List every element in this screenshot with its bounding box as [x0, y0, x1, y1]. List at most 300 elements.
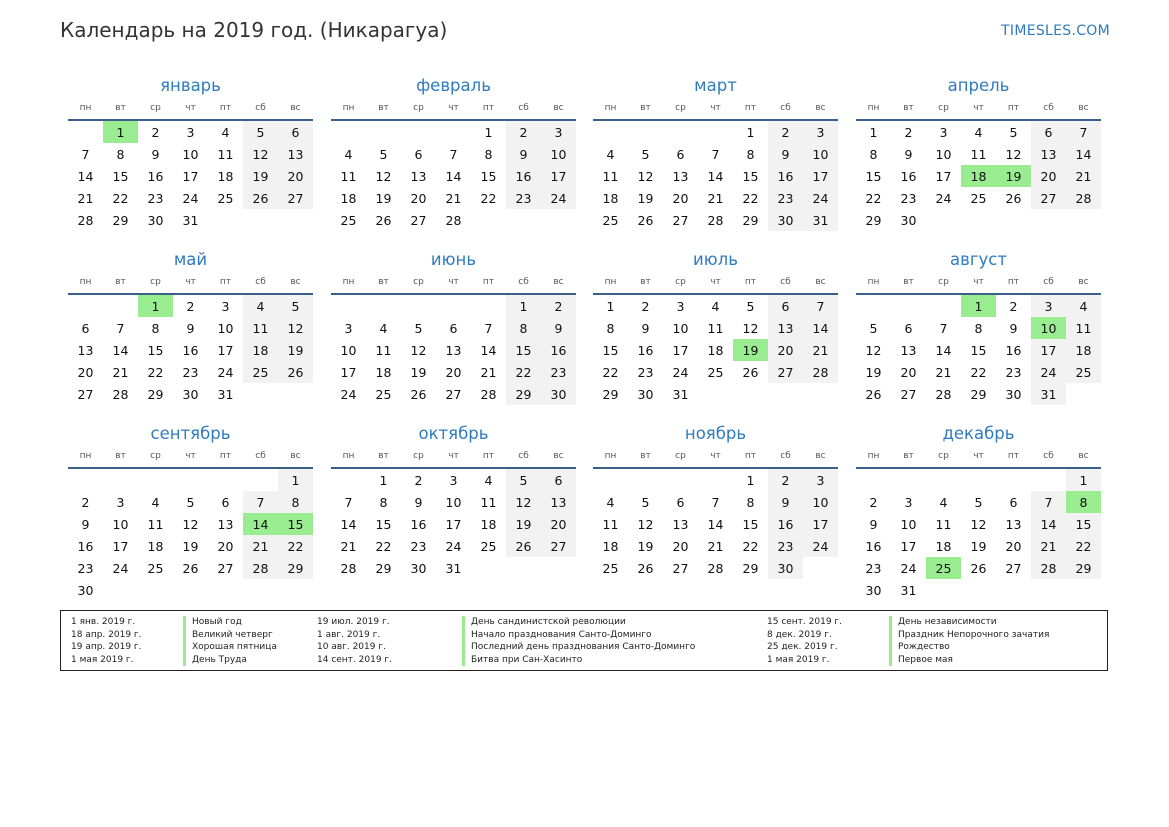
- weekday-header: [68, 448, 313, 469]
- weekday-label: пт: [1007, 103, 1020, 113]
- day-cell: 2: [768, 469, 803, 491]
- day-cell: 19: [375, 190, 392, 206]
- day-cell: 7: [1031, 491, 1066, 513]
- day-cell: 9: [81, 516, 90, 532]
- day-cell: 18: [147, 538, 164, 554]
- month-name: август: [950, 250, 1007, 269]
- day-cell: 7: [243, 491, 278, 513]
- holiday-name: День независимости: [889, 616, 1049, 629]
- day-cell: 14: [77, 168, 94, 184]
- day-cell: 25: [970, 190, 987, 206]
- day-cell: 6: [768, 295, 803, 317]
- day-cell: 21: [1031, 535, 1066, 557]
- day-cell: 5: [379, 146, 388, 162]
- day-cell: 9: [1009, 320, 1018, 336]
- day-empty: [366, 295, 401, 317]
- month-name: декабрь: [942, 424, 1015, 443]
- weekday-label: вс: [1078, 103, 1089, 113]
- day-cell: 20: [900, 364, 917, 380]
- days-grid: [856, 295, 1101, 405]
- weekday-label: вт: [903, 103, 914, 113]
- day-cell: 17: [182, 168, 199, 184]
- day-cell: 7: [81, 146, 90, 162]
- day-cell: 31: [803, 209, 838, 231]
- day-empty: [996, 469, 1031, 491]
- day-cell: 24: [1031, 361, 1066, 383]
- day-cell: 10: [803, 491, 838, 513]
- weekday-header: [331, 274, 576, 295]
- day-cell: 7: [449, 146, 458, 162]
- day-cell: 20: [541, 513, 576, 535]
- day-cell: 21: [243, 535, 278, 557]
- day-cell: 28: [480, 386, 497, 402]
- day-cell: 31: [1031, 383, 1066, 405]
- month-name: февраль: [416, 76, 491, 95]
- month-name: сентябрь: [150, 424, 231, 443]
- day-cell: 11: [480, 494, 497, 510]
- day-cell: 28: [112, 386, 129, 402]
- day-cell: 7: [711, 494, 720, 510]
- day-cell: 9: [768, 491, 803, 513]
- day-cell: 18: [217, 168, 234, 184]
- day-cell: 4: [344, 146, 353, 162]
- weekday-label: вт: [378, 451, 389, 461]
- day-cell: 10: [803, 143, 838, 165]
- weekday-label: вт: [640, 451, 651, 461]
- day-cell: 5: [641, 494, 650, 510]
- day-cell: 7: [803, 295, 838, 317]
- month-name: май: [173, 250, 208, 269]
- day-cell: 25: [375, 386, 392, 402]
- day-cell: 21: [803, 339, 838, 361]
- day-cell: 13: [1031, 143, 1066, 165]
- day-empty: [436, 295, 471, 317]
- day-cell: 5: [641, 146, 650, 162]
- day-cell: 18: [480, 516, 497, 532]
- day-cell: 15: [112, 168, 129, 184]
- day-cell: 21: [112, 364, 129, 380]
- weekday-label: ср: [413, 277, 424, 287]
- month-name: октябрь: [418, 424, 489, 443]
- day-cell: 18: [1066, 339, 1101, 361]
- day-cell: 26: [506, 535, 541, 557]
- day-cell: 8: [151, 320, 160, 336]
- day-cell: 8: [746, 494, 755, 510]
- day-cell: 26: [1005, 190, 1022, 206]
- day-cell: 17: [217, 342, 234, 358]
- holiday-date: 14 сент. 2019 г.: [317, 654, 393, 665]
- day-cell: 21: [445, 190, 462, 206]
- day-cell: 25: [602, 212, 619, 228]
- day-cell: 16: [768, 513, 803, 535]
- weekday-label: чт: [710, 277, 721, 287]
- day-empty: [436, 121, 471, 143]
- day-cell: 27: [410, 212, 427, 228]
- day-empty: [103, 469, 138, 491]
- day-cell: 29: [970, 386, 987, 402]
- day-cell: 21: [77, 190, 94, 206]
- day-cell: 6: [541, 469, 576, 491]
- weekday-label: сб: [780, 103, 791, 113]
- holiday-name: Начало празднования Санто-Доминго: [462, 629, 695, 642]
- day-cell: 17: [1031, 339, 1066, 361]
- day-cell: 21: [1066, 165, 1101, 187]
- day-cell: 18: [602, 190, 619, 206]
- month-name: март: [694, 76, 737, 95]
- weekday-label: пн: [79, 103, 92, 113]
- day-cell: 20: [278, 165, 313, 187]
- day-cell: 28: [935, 386, 952, 402]
- weekday-label: пн: [342, 277, 355, 287]
- weekday-header: [593, 448, 838, 469]
- day-cell: 14: [480, 342, 497, 358]
- holiday-name: Великий четверг: [183, 629, 277, 642]
- weekday-label: ср: [675, 277, 686, 287]
- day-empty: [856, 469, 891, 491]
- day-cell: 2: [641, 298, 650, 314]
- weekday-label: вт: [115, 277, 126, 287]
- day-cell: 20: [672, 538, 689, 554]
- day-empty: [593, 469, 628, 491]
- day-cell: 28: [707, 212, 724, 228]
- day-cell-holiday: 1: [138, 295, 173, 317]
- day-cell: 23: [900, 190, 917, 206]
- day-cell: 30: [637, 386, 654, 402]
- day-cell: 23: [768, 535, 803, 557]
- days-grid: [331, 121, 576, 231]
- holiday-name: Новый год: [183, 616, 277, 629]
- day-cell: 6: [676, 494, 685, 510]
- day-empty: [663, 121, 698, 143]
- day-cell: 30: [768, 557, 803, 579]
- day-cell: 31: [217, 386, 234, 402]
- weekday-label: пт: [744, 103, 757, 113]
- day-cell: 26: [970, 560, 987, 576]
- day-cell: 5: [278, 295, 313, 317]
- days-grid: [331, 295, 576, 405]
- day-cell: 12: [637, 516, 654, 532]
- day-cell: 17: [935, 168, 952, 184]
- day-empty: [628, 469, 663, 491]
- day-cell: 10: [340, 342, 357, 358]
- day-cell: 14: [707, 516, 724, 532]
- day-cell: 27: [217, 560, 234, 576]
- weekday-header: [331, 448, 576, 469]
- day-cell: 20: [445, 364, 462, 380]
- weekday-label: вс: [290, 103, 301, 113]
- day-cell: 9: [541, 317, 576, 339]
- day-cell: 12: [742, 320, 759, 336]
- weekday-label: чт: [448, 451, 459, 461]
- day-cell: 3: [186, 124, 195, 140]
- day-cell: 26: [637, 560, 654, 576]
- brand-link[interactable]: TIMESLES.COM: [1001, 23, 1110, 39]
- weekday-header: [68, 100, 313, 121]
- weekday-label: ср: [150, 103, 161, 113]
- holiday-date: 19 апр. 2019 г.: [71, 642, 142, 653]
- weekday-label: чт: [973, 277, 984, 287]
- day-cell: 4: [711, 298, 720, 314]
- day-cell: 2: [904, 124, 913, 140]
- day-cell: 16: [900, 168, 917, 184]
- day-cell: 22: [602, 364, 619, 380]
- day-empty: [593, 121, 628, 143]
- day-cell: 2: [186, 298, 195, 314]
- holiday-date: 8 дек. 2019 г.: [767, 629, 832, 640]
- day-cell: 15: [375, 516, 392, 532]
- day-cell: 3: [676, 298, 685, 314]
- day-cell: 31: [672, 386, 689, 402]
- day-cell: 4: [243, 295, 278, 317]
- weekday-label: ср: [675, 103, 686, 113]
- day-cell: 3: [344, 320, 353, 336]
- day-cell: 19: [182, 538, 199, 554]
- day-cell: 20: [768, 339, 803, 361]
- weekday-label: вс: [1078, 451, 1089, 461]
- days-grid: [593, 469, 838, 579]
- day-cell: 27: [445, 386, 462, 402]
- day-cell: 29: [147, 386, 164, 402]
- day-cell: 24: [803, 187, 838, 209]
- day-cell: 26: [278, 361, 313, 383]
- day-cell: 30: [541, 383, 576, 405]
- day-cell: 6: [221, 494, 230, 510]
- day-cell: 20: [77, 364, 94, 380]
- day-cell: 12: [375, 168, 392, 184]
- day-cell: 12: [506, 491, 541, 513]
- day-cell: 24: [340, 386, 357, 402]
- month-block: [331, 246, 576, 405]
- holiday-name: День Труда: [183, 654, 277, 667]
- day-cell: 16: [865, 538, 882, 554]
- day-cell: 6: [904, 320, 913, 336]
- weekday-header: [593, 100, 838, 121]
- weekday-label: вс: [553, 451, 564, 461]
- day-cell: 2: [1009, 298, 1018, 314]
- weekday-label: сб: [255, 277, 266, 287]
- day-cell: 8: [379, 494, 388, 510]
- day-cell: 5: [869, 320, 878, 336]
- weekday-label: сб: [518, 451, 529, 461]
- day-cell: 6: [1031, 121, 1066, 143]
- day-cell: 23: [77, 560, 94, 576]
- day-cell: 12: [970, 516, 987, 532]
- day-cell: 8: [484, 146, 493, 162]
- day-cell: 11: [1066, 317, 1101, 339]
- day-cell: 30: [1005, 386, 1022, 402]
- day-cell: 13: [672, 168, 689, 184]
- day-cell: 27: [278, 187, 313, 209]
- weekday-label: пт: [744, 451, 757, 461]
- day-cell: 1: [506, 295, 541, 317]
- day-cell: 21: [707, 538, 724, 554]
- weekday-label: сб: [518, 277, 529, 287]
- month-name: январь: [160, 76, 221, 95]
- day-cell: 3: [221, 298, 230, 314]
- day-cell: 22: [112, 190, 129, 206]
- day-cell: 10: [217, 320, 234, 336]
- weekday-header: [593, 274, 838, 295]
- day-cell: 6: [81, 320, 90, 336]
- weekday-header: [856, 100, 1101, 121]
- days-grid: [593, 295, 838, 405]
- day-cell: 20: [672, 190, 689, 206]
- day-cell: 14: [340, 516, 357, 532]
- day-cell: 24: [445, 538, 462, 554]
- days-grid: [856, 121, 1101, 231]
- day-cell: 1: [484, 124, 493, 140]
- day-empty: [698, 121, 733, 143]
- day-cell: 16: [541, 339, 576, 361]
- day-cell: 16: [768, 165, 803, 187]
- day-cell: 5: [1009, 124, 1018, 140]
- day-cell: 17: [803, 165, 838, 187]
- day-cell: 2: [506, 121, 541, 143]
- day-cell: 27: [900, 386, 917, 402]
- day-cell: 1: [746, 124, 755, 140]
- day-cell: 10: [935, 146, 952, 162]
- day-cell: 19: [278, 339, 313, 361]
- day-empty: [68, 121, 103, 143]
- day-cell: 10: [672, 320, 689, 336]
- day-cell: 7: [1066, 121, 1101, 143]
- legend-names-column: [889, 616, 1049, 666]
- day-cell: 17: [112, 538, 129, 554]
- day-cell: 6: [449, 320, 458, 336]
- day-cell: 8: [606, 320, 615, 336]
- day-cell: 13: [445, 342, 462, 358]
- day-cell: 28: [77, 212, 94, 228]
- day-cell-holiday: 19: [733, 339, 768, 361]
- day-empty: [68, 295, 103, 317]
- weekday-label: вс: [290, 277, 301, 287]
- legend-dates-column: [71, 616, 142, 666]
- weekday-label: пт: [1007, 277, 1020, 287]
- holiday-date: 1 янв. 2019 г.: [71, 617, 136, 627]
- day-cell: 29: [506, 383, 541, 405]
- day-cell: 14: [707, 168, 724, 184]
- day-empty: [663, 469, 698, 491]
- day-cell: 17: [541, 165, 576, 187]
- day-cell: 15: [602, 342, 619, 358]
- holiday-date: 10 авг. 2019 г.: [317, 642, 386, 653]
- day-cell: 7: [116, 320, 125, 336]
- month-block: [68, 72, 313, 231]
- weekday-label: пт: [482, 103, 495, 113]
- holiday-date: 18 апр. 2019 г.: [71, 629, 142, 640]
- day-empty: [208, 469, 243, 491]
- day-cell-holiday: 18: [961, 165, 996, 187]
- holiday-date: 19 июл. 2019 г.: [317, 617, 390, 627]
- weekday-label: пн: [342, 103, 355, 113]
- day-cell: 27: [541, 535, 576, 557]
- weekday-label: вт: [378, 103, 389, 113]
- day-cell: 8: [746, 146, 755, 162]
- day-cell: 11: [970, 146, 987, 162]
- day-cell: 1: [746, 472, 755, 488]
- weekday-label: сб: [780, 277, 791, 287]
- day-cell: 21: [935, 364, 952, 380]
- weekday-label: пн: [342, 451, 355, 461]
- day-cell: 1: [379, 472, 388, 488]
- day-cell: 13: [768, 317, 803, 339]
- weekday-label: чт: [973, 451, 984, 461]
- day-cell: 25: [147, 560, 164, 576]
- weekday-label: вс: [553, 103, 564, 113]
- day-cell: 3: [904, 494, 913, 510]
- day-cell: 16: [1005, 342, 1022, 358]
- day-cell-holiday: 10: [1031, 317, 1066, 339]
- weekday-label: чт: [710, 103, 721, 113]
- day-cell-holiday: 25: [926, 557, 961, 579]
- weekday-label: пн: [867, 103, 880, 113]
- day-cell: 26: [637, 212, 654, 228]
- weekday-label: пт: [219, 451, 232, 461]
- weekday-label: чт: [185, 103, 196, 113]
- day-cell: 19: [506, 513, 541, 535]
- day-cell: 17: [445, 516, 462, 532]
- day-cell: 26: [742, 364, 759, 380]
- month-block: [68, 246, 313, 405]
- day-cell: 19: [243, 165, 278, 187]
- month-block: [856, 246, 1101, 405]
- day-cell: 20: [410, 190, 427, 206]
- weekday-label: пн: [867, 451, 880, 461]
- day-cell: 15: [742, 168, 759, 184]
- day-cell: 1: [1066, 469, 1101, 491]
- days-grid: [68, 121, 313, 231]
- day-cell: 6: [1009, 494, 1018, 510]
- day-cell: 14: [1031, 513, 1066, 535]
- day-cell: 1: [606, 298, 615, 314]
- day-cell: 31: [900, 582, 917, 598]
- day-cell: 26: [243, 187, 278, 209]
- day-empty: [243, 469, 278, 491]
- day-cell: 8: [869, 146, 878, 162]
- day-empty: [331, 295, 366, 317]
- weekday-label: чт: [448, 103, 459, 113]
- day-cell: 12: [278, 317, 313, 339]
- weekday-label: сб: [1043, 103, 1054, 113]
- day-cell: 17: [900, 538, 917, 554]
- day-cell: 11: [375, 342, 392, 358]
- day-cell: 14: [803, 317, 838, 339]
- day-cell: 26: [865, 386, 882, 402]
- day-cell-holiday: 19: [996, 165, 1031, 187]
- day-cell: 10: [112, 516, 129, 532]
- day-cell: 25: [243, 361, 278, 383]
- day-cell: 23: [541, 361, 576, 383]
- day-empty: [331, 121, 366, 143]
- day-cell: 15: [742, 516, 759, 532]
- day-cell: 13: [77, 342, 94, 358]
- weekday-label: вс: [815, 103, 826, 113]
- weekday-label: сб: [255, 103, 266, 113]
- weekday-label: вт: [903, 277, 914, 287]
- day-cell: 19: [637, 190, 654, 206]
- day-cell: 4: [484, 472, 493, 488]
- day-cell: 26: [410, 386, 427, 402]
- weekday-label: пт: [1007, 451, 1020, 461]
- day-cell: 30: [900, 212, 917, 228]
- weekday-label: вт: [115, 451, 126, 461]
- day-cell: 11: [217, 146, 234, 162]
- day-cell: 11: [935, 516, 952, 532]
- day-cell: 28: [1066, 187, 1101, 209]
- day-empty: [891, 469, 926, 491]
- day-empty: [1031, 469, 1066, 491]
- day-cell: 22: [278, 535, 313, 557]
